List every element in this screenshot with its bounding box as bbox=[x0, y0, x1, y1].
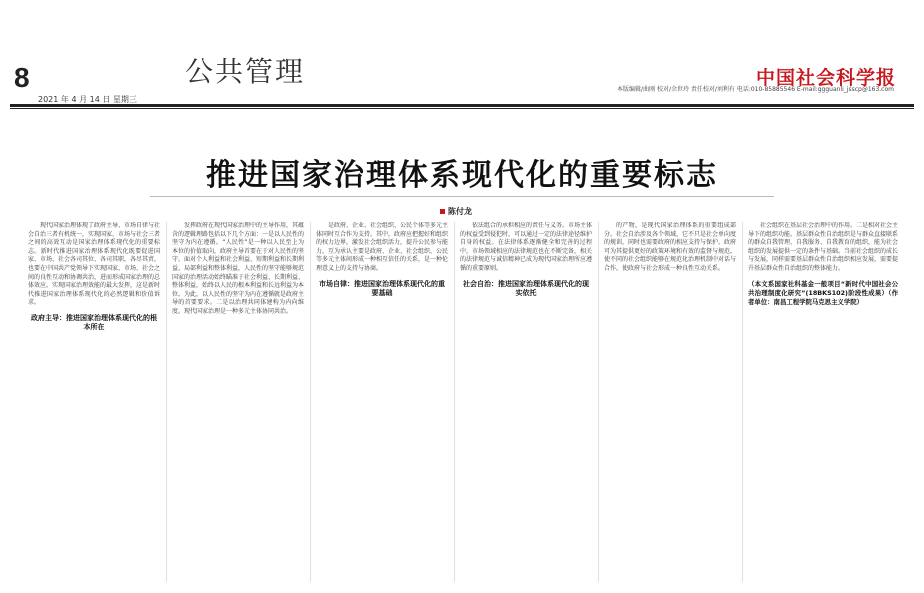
column-paragraph: 现代国家治理体现了政府主导、市场自律与社会自治三者有机统一，实现国家、市场与社会三者之间的高效互动是国家治理体系现代化的重要标志。新时代推进国家治理体系现代化既要促进国家、市场、社会各司其位、各司其职，各尽其责，也要在中国共产党领导下实现国家、市场、社会之间的良性互动和协调共治，进而形成国家治理的总体效应。实现国家治理效能的最大发挥，这是新时代推进国家治理体系现代化的必然逻辑和价值诉求。 bbox=[28, 222, 160, 307]
article-column-1 bbox=[28, 222, 160, 582]
header-rule bbox=[10, 104, 914, 107]
column-divider bbox=[166, 222, 167, 582]
column-paragraph: 社会组织在基层社会治理中的作用。二是相对社会主导下的组织功能。基层群众性自治组织是与群众直接联系的群众自我管理、自我服务、自我教育的组织，能为社会组织的发展提供一定的条件与基础。当前社会组织的成长与发展，同样需要基层群众性自治组织相应发展，需要提升基层群众性自治组织的整体能力。 bbox=[748, 222, 898, 272]
byline-marker-icon bbox=[440, 209, 445, 214]
subheading-society: 社会自治：推进国家治理体系现代化的现实依托 bbox=[463, 279, 589, 297]
column-divider bbox=[742, 222, 743, 582]
headline-divider bbox=[150, 196, 774, 197]
subheading-government: 政府主导：推进国家治理体系现代化的根本所在 bbox=[31, 313, 157, 331]
column-divider bbox=[454, 222, 455, 582]
page-number: 8 bbox=[14, 62, 30, 93]
article-column-2 bbox=[172, 222, 304, 582]
article-column-6 bbox=[748, 222, 898, 582]
article-column-4 bbox=[460, 222, 592, 582]
article-footnote: （本文系国家社科基金一般项目“新时代中国社会公共治理制度化研究”(18BKS102)阶段性成果）（作者单位：南昌工程学院马克思主义学院） bbox=[748, 279, 898, 306]
header-rule-thin bbox=[10, 108, 914, 109]
article-column-3 bbox=[316, 222, 448, 582]
masthead-logo: 中国社会科学报 bbox=[755, 67, 896, 89]
author-name: 陈付龙 bbox=[448, 207, 472, 216]
subheading-market: 市场自律：推进国家治理体系现代化的重要基础 bbox=[319, 279, 445, 297]
column-paragraph: 发挥政府在现代国家治理中的主导作用，其蕴含的逻辑理路包括以下几个方面：一是以人民性的坚守为内在遵循。“人民性”是一种以人民至上为本位的价值取向，政府主导首要在于对人民性的坚守。面对个人利益和社会利益、短期利益和长期利益、局部利益和整体利益，人民性的坚守能够规范国家的治理活动始终瞄准于社会利益、长期利益、整体利益，始终以人民的根本利益和长远利益为本位。为此，以人民性的坚守为内在遵循就是政府主导的首要要求。二是以治理共同体建构为内向维度。现代国家治理是一种多元主体协同共治。 bbox=[172, 222, 304, 315]
publication-date: 2021 年 4 月 14 日 星期三 bbox=[38, 95, 137, 104]
column-paragraph: 依法组合的承担相应的责任与义务。市场主体的权益受到侵犯时，可以通过一定的法律途径维护自身的权益。在法律体系逐渐健全和完善的过程中，市场领域相应的法律规范也在不断完备，相关的法律规范与诚信精神已成为现代国家治理所应遵循的重要原则。 bbox=[460, 222, 592, 272]
section-title: 公共管理 bbox=[185, 55, 306, 88]
column-divider bbox=[310, 222, 311, 582]
article-headline: 推进国家治理体系现代化的重要标志 bbox=[206, 158, 718, 193]
column-divider bbox=[598, 222, 599, 582]
column-paragraph: 的产物，是现代国家治理体系的重要组成部分。社会自治涉及各个领域，它不只是社会单向度的规训，同时也需要政府的相应支持与保护。政府可为其提供更好的政策环境和有效的监督与规范，使不同的社会组织能够在规范化治理机制中对话与合作，使政府与社会形成一种良性互动关系。 bbox=[604, 222, 736, 272]
byline bbox=[440, 206, 472, 217]
article-column-5 bbox=[604, 222, 736, 582]
editor-credits: 本版编辑/曲刚 校对/余世玲 责任校对/刘利有 电话:010-85885546 E-mail:ggguanli_jsscp@163.com bbox=[617, 86, 894, 93]
column-paragraph: 是政府、企业、社会组织、公民个体等多元主体同时互合作为支持。其中，政府应把握好和组织的权力边界，激发社会组织活力，提升公民参与能力，互为承认主要是政府、企业、社会组织、公民等多元主体间形成一种相互信任的关系，是一种伦理意义上的支持与协商。 bbox=[316, 222, 448, 272]
